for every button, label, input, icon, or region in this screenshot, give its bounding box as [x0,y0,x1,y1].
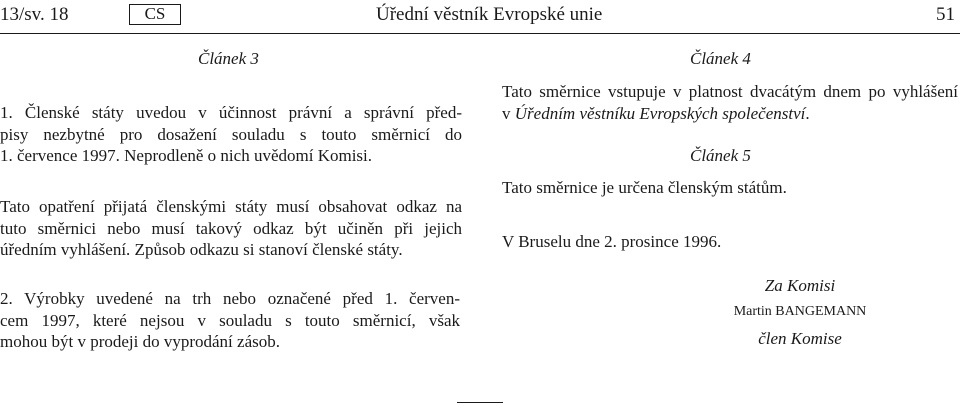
page-ref: 13/sv. 18 [0,4,69,25]
text-suffix: . [805,103,810,123]
text-prefix: v [502,103,515,123]
journal-reference: Úředním věstníku Evropských společenství [514,103,806,123]
text-line: Tato opatření přijatá členskými státy musí obsahovat odkaz na [0,197,462,216]
text-line: cem 1997, které nejsou v souladu s touto směrnicí, však [0,310,460,330]
article-3-heading: Článek 3 [198,49,259,68]
text-line: 1. července 1997. Neprodleně o nich uvědomí Komisi. [0,146,373,165]
text-line: 2. Výrobky uvedené na trh nebo označené před 1. červen- [0,289,460,308]
signatory-name: Martin BANGEMANN [733,304,867,319]
text-line: 1. Členské státy uvedou v účinnost právní a správní před- [0,103,462,122]
article-4-heading: Článek 4 [690,49,751,68]
language-badge: CS [129,4,181,25]
for-commission: Za Komisi [764,276,836,295]
text-line: mohou být v prodeji do vyprodání zásob. [0,332,280,351]
journal-title: Úřední věstník Evropské unie [376,4,603,25]
text-line: pisy nezbytné pro dosažení souladu s touto směrnicí do [0,124,462,144]
place-and-date: V Bruselu dne 2. prosince 1996. [502,232,722,251]
text-line: tuto směrnici nebo musí takový odkaz být učiněn při jejich [0,218,462,238]
page-number: 51 [936,4,955,25]
signatory-role: člen Komise [758,329,842,348]
text-line [502,103,958,125]
article-4-text [502,81,958,124]
header-rule [0,33,960,34]
article-3-paragraph-1 [0,102,462,167]
footer-rule [457,402,503,403]
article-3-paragraph-3 [0,288,460,353]
article-3-paragraph-2 [0,196,462,261]
article-5-text: Tato směrnice je určena členským státům. [502,178,787,197]
text-line: Tato směrnice vstupuje v platnost dvacátým dnem po vyhlášení [502,82,958,101]
text-line: úředním vyhlášení. Způsob odkazu si stanoví členské státy. [0,240,403,259]
article-5-heading: Článek 5 [690,146,751,165]
